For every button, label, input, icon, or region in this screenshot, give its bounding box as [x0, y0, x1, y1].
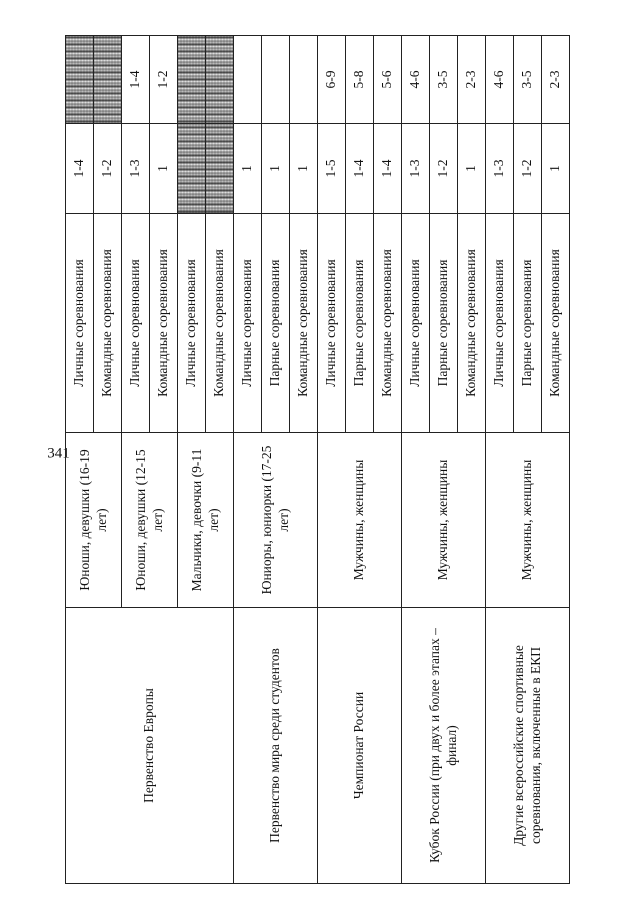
place1-cell — [178, 124, 206, 214]
place2-cell: 1-2 — [150, 36, 178, 124]
place1-cell: 1 — [542, 124, 570, 214]
group-cell: Мужчины, женщины — [402, 433, 486, 608]
group-cell: Юноши, девушки (16-19 лет) — [66, 433, 122, 608]
place1-cell: 1-5 — [318, 124, 346, 214]
event-cell: Чемпионат России — [318, 608, 402, 884]
place1-cell: 1 — [234, 124, 262, 214]
event-cell: Первенство мира среди студентов — [234, 608, 318, 884]
place1-cell — [206, 124, 234, 214]
type-cell: Командные соревнования — [458, 214, 486, 433]
group-cell: Юноши, девушки (12-15 лет) — [122, 433, 178, 608]
type-cell: Командные соревнования — [542, 214, 570, 433]
type-cell: Командные соревнования — [374, 214, 402, 433]
place2-cell: 5-8 — [346, 36, 374, 124]
place1-cell: 1-4 — [346, 124, 374, 214]
group-cell: Юниоры, юниорки (17-25 лет) — [234, 433, 318, 608]
type-cell: Парные соревнования — [262, 214, 290, 433]
table-row — [234, 36, 262, 884]
type-cell: Парные соревнования — [430, 214, 458, 433]
place1-cell: 1-2 — [514, 124, 542, 214]
place2-cell: 3-5 — [430, 36, 458, 124]
table-row — [486, 36, 514, 884]
event-cell: Другие всероссийские спортивные соревнования, включенные в ЕКП — [486, 608, 570, 884]
place2-cell: 4-6 — [402, 36, 430, 124]
place2-cell — [262, 36, 290, 124]
type-cell: Парные соревнования — [514, 214, 542, 433]
type-cell: Личные соревнования — [318, 214, 346, 433]
place2-cell: 5-6 — [374, 36, 402, 124]
place2-cell: 2-3 — [458, 36, 486, 124]
type-cell: Командные соревнования — [290, 214, 318, 433]
type-cell: Личные соревнования — [66, 214, 94, 433]
place2-cell — [206, 36, 234, 124]
place2-cell — [66, 36, 94, 124]
place2-cell — [178, 36, 206, 124]
place1-cell: 1-3 — [402, 124, 430, 214]
place1-cell: 1-3 — [122, 124, 150, 214]
place1-cell: 1 — [458, 124, 486, 214]
place2-cell: 1-4 — [122, 36, 150, 124]
place1-cell: 1-2 — [430, 124, 458, 214]
place1-cell: 1-4 — [66, 124, 94, 214]
type-cell: Личные соревнования — [486, 214, 514, 433]
page-number: 341 — [47, 445, 70, 462]
place1-cell: 1 — [150, 124, 178, 214]
place1-cell: 1 — [290, 124, 318, 214]
place1-cell: 1-4 — [374, 124, 402, 214]
group-cell: Мальчики, девочки (9-11 лет) — [178, 433, 234, 608]
type-cell: Личные соревнования — [122, 214, 150, 433]
type-cell: Личные соревнования — [178, 214, 206, 433]
event-cell: Первенство Европы — [66, 608, 234, 884]
place2-cell: 4-6 — [486, 36, 514, 124]
place2-cell — [234, 36, 262, 124]
group-cell: Мужчины, женщины — [318, 433, 402, 608]
group-cell: Мужчины, женщины — [486, 433, 570, 608]
type-cell: Парные соревнования — [346, 214, 374, 433]
type-cell: Командные соревнования — [206, 214, 234, 433]
place2-cell — [94, 36, 122, 124]
place2-cell: 3-5 — [514, 36, 542, 124]
type-cell: Командные соревнования — [94, 214, 122, 433]
sports-ranking-table — [65, 35, 570, 884]
place1-cell: 1-2 — [94, 124, 122, 214]
place1-cell: 1 — [262, 124, 290, 214]
type-cell: Командные соревнования — [150, 214, 178, 433]
event-cell: Кубок России (при двух и более этапах – финал) — [402, 608, 486, 884]
table-row — [402, 36, 430, 884]
table-row — [318, 36, 346, 884]
type-cell: Личные соревнования — [234, 214, 262, 433]
place2-cell: 2-3 — [542, 36, 570, 124]
type-cell: Личные соревнования — [402, 214, 430, 433]
place1-cell: 1-3 — [486, 124, 514, 214]
place2-cell — [290, 36, 318, 124]
table-row — [66, 36, 94, 884]
place2-cell: 6-9 — [318, 36, 346, 124]
